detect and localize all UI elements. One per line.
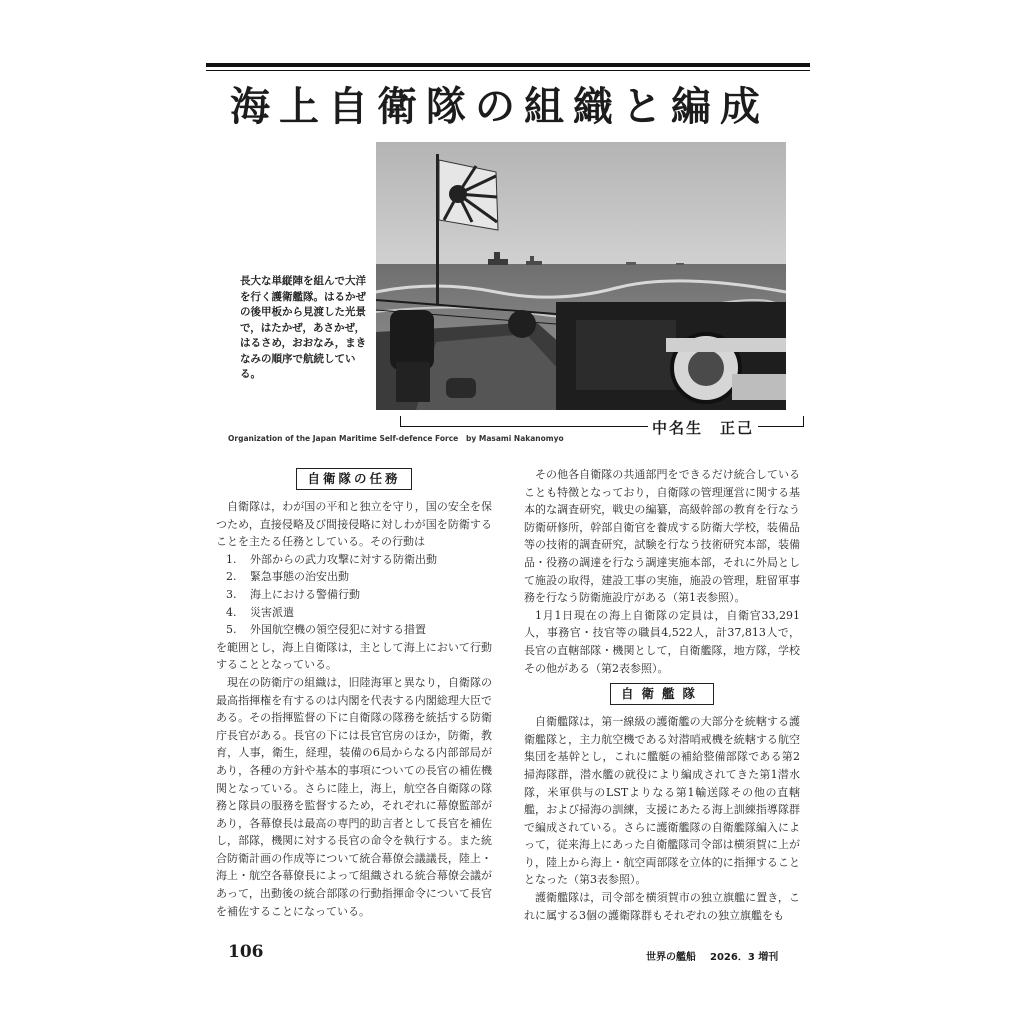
organization-paragraph: 現在の防衛庁の組織は，旧陸海軍と異なり，自衛隊の最高指揮権を有するのは内閣を代表する内閣総理大臣である。その指揮監督の下に自衛隊の隊務を統括する防衛庁長官がある。長官の下には長官官房のほか，防衛，教育，人事，衛生，経理，装備の6局からなる内部部局があり，各種の方針や基本的事項についての長官の補佐機関となっている。さらに陸上，海上，航空各自衛隊の隊務と隊員の服務を監督するため，それぞれに幕僚監部があり，各幕僚長は最高の専門的助言者として長官を補佐し，部隊，機関に対する長官の命令を執行する。また統合防衛計画の作成等について統合幕僚会議議長，陸上・海上・航空各幕僚長によって組織される統合幕僚会議があって，出動後の統合部隊の行動指揮命令について長官を補佐することになっている。 (216, 675, 492, 918)
article-title: 海上自衛隊の組織と編成 (230, 83, 769, 130)
section-heading-mission: 自衛隊の任務 (296, 468, 411, 490)
escort-fleet-paragraph: 護衛艦隊は，司令部を横須賀市の独立旗艦に置き，これに属する3個の護衛隊群もそれぞれの独立旗艦をも (524, 891, 800, 922)
footer-magazine (646, 948, 792, 963)
ship-photo (376, 142, 786, 410)
list-item-text: 海上における警備行動 (250, 587, 360, 601)
list-item-number: 2. (226, 570, 237, 584)
list-item-text: 外部からの武力攻撃に対する防衛出動 (250, 552, 437, 566)
mission-continuation: を範囲とし，海上自衛隊は，主として海上において行動することとなっている。 (216, 640, 492, 672)
right-column (524, 466, 800, 924)
issue-label: 2026．3 増刊 (710, 952, 779, 963)
fleet-paragraph: 自衛艦隊は，第一線級の護衛艦の大部分を統轄する護衛艦隊と，主力航空機である対潜哨戒機を統轄する航空集団を基幹とし，これに艦艇の補給整備部隊である第2掃海隊群，潜水艦の就役により編成されてきた第1潜水隊，米軍供与のLSTよりなる第1輸送隊その他の直轄艦，および掃海の訓練，支援にあたる海上訓練指導隊群で編成されている。さらに護衛艦隊の自衛艦隊編入によって，従来海上にあった自衛艦隊司令部は横須賀に上がり，陸上から海上・航空両部隊を立体的に指揮することとなった（第3表参照）。 (524, 715, 800, 887)
mission-paragraph: 自衛隊は，わが国の平和と独立を守り，国の安全を保つため，直接侵略及び間接侵略に対しわが国を防衛することを主たる任務としている。その行動は (216, 500, 492, 549)
list-item (216, 551, 492, 569)
mission-list (216, 551, 492, 639)
list-item (216, 568, 492, 586)
author-name: 中名生 正己 (648, 417, 758, 438)
top-rule-thin (206, 70, 810, 71)
list-item-text: 緊急事態の治安出動 (250, 570, 349, 584)
list-item-text: 災害派遣 (250, 605, 294, 619)
section-heading-fleet: 自衛艦隊 (610, 683, 714, 705)
personnel-paragraph: 1月1日現在の海上自衛隊の定員は，自衛官33,291人，事務官・技官等の職員4,522人，計37,813人で，長官の直轄部隊・機関として，自衛艦隊，地方隊，学校その他がある（第2表参照）。 (524, 608, 800, 675)
page-number: 106 (228, 942, 264, 962)
author-rule-left-tick (400, 416, 401, 427)
list-item (216, 586, 492, 604)
english-author: by Masami Nakanomyo (466, 434, 564, 443)
author-rule-right-tick (803, 416, 804, 427)
list-item-text: 外国航空機の領空侵犯に対する措置 (250, 623, 426, 637)
top-rule-thick (206, 63, 810, 67)
list-item-number: 1. (226, 552, 237, 566)
list-item-number: 4. (226, 605, 237, 619)
left-column (216, 466, 492, 920)
list-item (216, 621, 492, 639)
magazine-name: 世界の艦船 (646, 952, 696, 963)
common-departments-paragraph: その他各自衛隊の共通部門をできるだけ統合していることも特徴となっており，自衛隊の管理運営に関する基本的な調査研究，戦史の編纂，高級幹部の教育を行なう防衛研修所，幹部自衛官を養成する防衛大学校，装備品等の技術的調査研究，試験を行なう技術研究本部，装備品・役務の調達を行なう調達実施本部，それに外局として施設の取得，建設工事の実施，施設の管理，駐留軍事務を行なう防衛施設庁がある（第1表参照）。 (524, 468, 800, 605)
list-item (216, 604, 492, 622)
list-item-number: 5. (226, 623, 237, 637)
list-item-number: 3. (226, 587, 237, 601)
english-title: Organization of the Japan Maritime Self-defence Force (228, 434, 459, 443)
photo-caption: 長大な単縦陣を組んで大洋を行く護衛艦隊。はるかぜの後甲板から見渡した光景で，はたかぜ，あさかぜ，はるさめ，おおなみ，まきなみの順序で航続している。 (240, 275, 367, 380)
